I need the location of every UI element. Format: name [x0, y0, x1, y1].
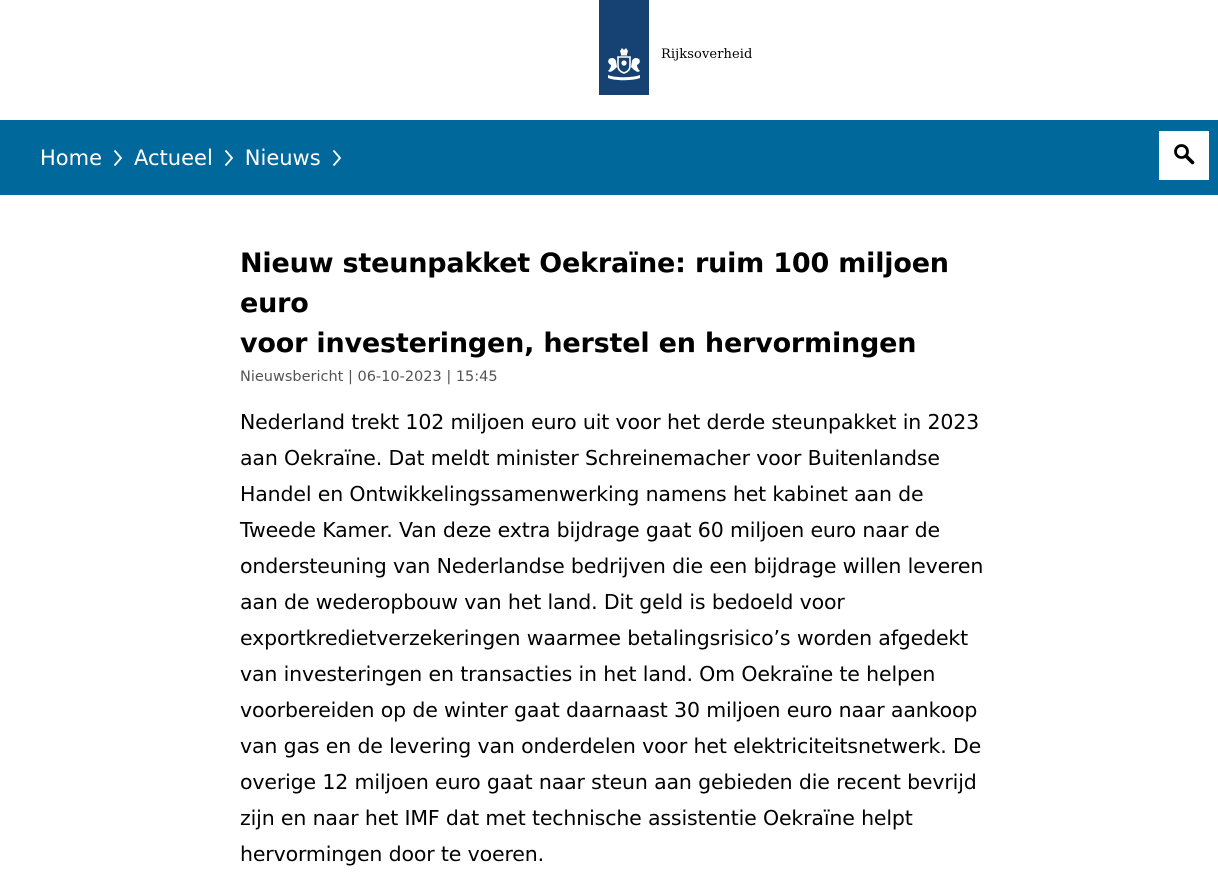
rijksoverheid-logo[interactable] [599, 0, 649, 95]
search-button[interactable] [1159, 131, 1209, 180]
logo-text: Rijksoverheid [661, 47, 753, 62]
lead-line: overige 12 miljoen euro gaat naar steun aan gebieden die recent bevrijd [240, 770, 977, 794]
chevron-right-icon [332, 149, 342, 167]
article-title-line: Nieuw steunpakket Oekraïne: ruim 100 miljoen euro [240, 248, 949, 319]
lead-line: exportkredietverzekeringen waarmee betalingsrisico’s worden afgedekt [240, 626, 969, 650]
article [240, 244, 1010, 872]
lead-line: Tweede Kamer. Van deze extra bijdrage gaat 60 miljoen euro naar de [240, 518, 941, 542]
coat-of-arms-icon [603, 47, 645, 83]
site-header [0, 0, 1218, 120]
breadcrumb-home[interactable]: Home [40, 145, 103, 170]
lead-line: voorbereiden op de winter gaat daarnaast 30 miljoen euro naar aankoop [240, 698, 978, 722]
lead-line: van investeringen en transacties in het land. Om Oekraïne te helpen [240, 662, 936, 686]
lead-line: aan Oekraïne. Dat meldt minister Schreinemacher voor Buitenlandse [240, 446, 940, 470]
lead-line: Handel en Ontwikkelingssamenwerking namens het kabinet aan de [240, 482, 924, 506]
lead-line: hervormingen door te voeren. [240, 842, 544, 866]
breadcrumb-bar [0, 120, 1218, 195]
article-lead [240, 404, 1010, 872]
breadcrumb-nieuws[interactable]: Nieuws [244, 145, 321, 170]
article-title-line: voor investeringen, herstel en hervormingen [240, 328, 917, 359]
search-icon [1173, 143, 1195, 168]
breadcrumb [40, 120, 353, 195]
chevron-right-icon [113, 149, 123, 167]
lead-line: aan de wederopbouw van het land. Dit geld is bedoeld voor [240, 590, 845, 614]
breadcrumb-actueel[interactable]: Actueel [134, 145, 213, 170]
article-title [240, 244, 1010, 364]
lead-line: ondersteuning van Nederlandse bedrijven die een bijdrage willen leveren [240, 554, 984, 578]
chevron-right-icon [224, 149, 234, 167]
lead-line: van gas en de levering van onderdelen voor het elektriciteitsnetwerk. De [240, 734, 982, 758]
lead-line: Nederland trekt 102 miljoen euro uit voor het derde steunpakket in 2023 [240, 410, 980, 434]
lead-line: zijn en naar het IMF dat met technische assistentie Oekraïne helpt [240, 806, 913, 830]
article-meta: Nieuwsbericht | 06-10-2023 | 15:45 [240, 369, 498, 385]
